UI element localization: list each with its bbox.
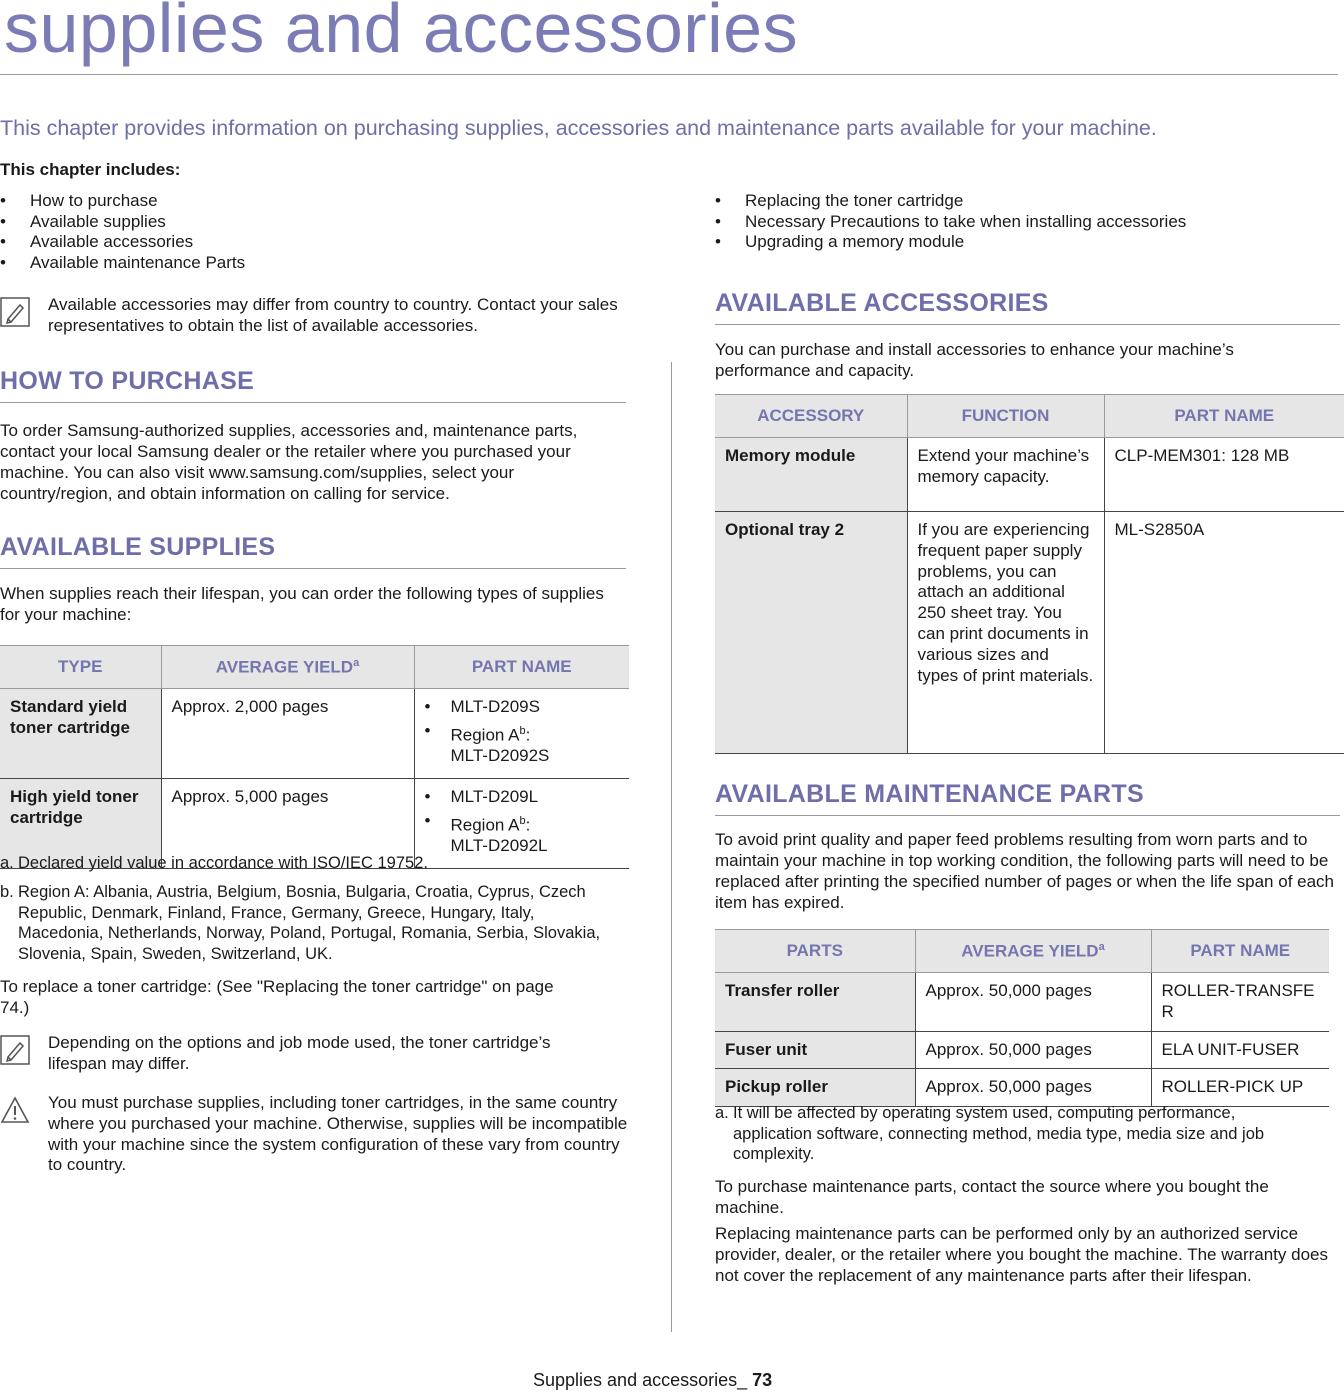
- cell-part-name: CLP-MEM301: 128 MB: [1104, 438, 1344, 512]
- toc-list-right: [715, 191, 1186, 253]
- column-header-part-name: PART NAME: [414, 646, 629, 689]
- section-heading-available-supplies: AVAILABLE SUPPLIES: [0, 532, 626, 569]
- page-number: 73: [752, 1370, 773, 1390]
- page-title: supplies and accessories: [4, 0, 799, 67]
- note-text: Available accessories may differ from country to country. Contact your sales representatives to obtain the list of available accessories.: [48, 295, 618, 335]
- cell-type: Standard yield toner cartridge: [0, 689, 161, 779]
- cell-part-name: ROLLER-PICK UP: [1151, 1069, 1329, 1107]
- replace-cartridge-text: To replace a toner cartridge: (See "Replacing the toner cartridge" on page 74.): [0, 977, 554, 1017]
- cell-yield: Approx. 2,000 pages: [161, 689, 414, 779]
- part-number: • MLT-D209L: [425, 787, 620, 808]
- available-maintenance-text: To avoid print quality and paper feed problems resulting from worn parts and to maintain your machine in top working condition, the following parts will need to be replaced after printing the specified number of pages or when the life span of each item has expired.: [715, 830, 1334, 912]
- cell-yield: Approx. 50,000 pages: [915, 1031, 1151, 1069]
- footnote: b. Region A: Albania, Austria, Belgium, Bosnia, Bulgaria, Croatia, Cyprus, Czech Republic, Denmark, Finland, France, Germany, Greece, Hungary, Italy, Macedonia, Netherlands, Norway, Poland, Portugal, Romania, Serbia, Slovakia, Slovenia, Spain, Sweden, Switzerland, UK.: [0, 883, 601, 963]
- section-heading-available-accessories: AVAILABLE ACCESSORIES: [715, 288, 1340, 325]
- table-row: [715, 512, 1344, 754]
- table-row: [715, 1031, 1329, 1069]
- pencil-note-icon: [0, 297, 30, 327]
- cell-parts: Pickup roller: [715, 1069, 915, 1107]
- toc-item[interactable]: • How to purchase: [0, 191, 245, 212]
- maintenance-purchase-text: To purchase maintenance parts, contact the source where you bought the machine.: [715, 1177, 1269, 1217]
- table-header-row: [0, 646, 629, 689]
- column-header-parts: PARTS: [715, 930, 915, 973]
- column-header-average-yield: AVERAGE YIELD$^a$: [915, 930, 1151, 973]
- column-header-function: FUNCTION: [907, 395, 1104, 438]
- toc-item[interactable]: • Available supplies: [0, 212, 245, 233]
- part-number: • MLT-D209S: [425, 697, 620, 718]
- title-divider: [0, 74, 1338, 75]
- column-header-accessory: ACCESSORY: [715, 395, 907, 438]
- note-accessories-vary: [0, 295, 630, 339]
- cell-part-name: ELA UNIT-FUSER: [1151, 1031, 1329, 1069]
- available-accessories-text: You can purchase and install accessories to enhance your machine’s performance and capacity.: [715, 340, 1234, 380]
- table-row: [0, 689, 629, 779]
- footnote: a. Declared yield value in accordance with ISO/IEC 19752.: [0, 854, 428, 872]
- section-heading-available-maintenance-parts: AVAILABLE MAINTENANCE PARTS: [715, 779, 1340, 816]
- cell-accessory: Memory module: [715, 438, 907, 512]
- cell-function: Extend your machine’s memory capacity.: [907, 438, 1104, 512]
- toc-list-left: [0, 191, 245, 274]
- toc-item[interactable]: • Replacing the toner cartridge: [715, 191, 1186, 212]
- page-footer: [533, 1370, 772, 1391]
- toc-item[interactable]: • Necessary Precautions to take when installing accessories: [715, 212, 1186, 233]
- cell-yield: Approx. 50,000 pages: [915, 973, 1151, 1032]
- accessories-table: [715, 394, 1344, 754]
- warning-triangle-icon: [0, 1095, 30, 1125]
- section-heading-how-to-purchase: HOW TO PURCHASE: [0, 366, 626, 403]
- cell-parts: Fuser unit: [715, 1031, 915, 1069]
- note-lifespan: [0, 1033, 630, 1077]
- pencil-note-icon: [0, 1035, 30, 1065]
- cell-part-name: [414, 689, 629, 779]
- maintenance-table: [715, 929, 1329, 1107]
- cell-yield: Approx. 50,000 pages: [915, 1069, 1151, 1107]
- column-header-part-name: PART NAME: [1151, 930, 1329, 973]
- supplies-table: [0, 645, 629, 869]
- caution-text: You must purchase supplies, including toner cartridges, in the same country where you purchased your machine. Otherwise, supplies will be incompatible with your machine since the system configuration of these vary from country to country.: [48, 1093, 628, 1175]
- includes-heading: This chapter includes:: [0, 160, 181, 179]
- cell-type: High yield toner cartridge: [0, 779, 161, 869]
- how-to-purchase-text: To order Samsung-authorized supplies, accessories and, maintenance parts, contact your local Samsung dealer or the retailer where you purchased your machine. You can also visit www.samsung.com/supplies, select your country/region, and obtain information on calling for service.: [0, 421, 578, 503]
- chapter-intro: This chapter provides information on purchasing supplies, accessories and maintenance parts available for your machine.: [0, 116, 1157, 140]
- column-header-type: TYPE: [0, 646, 161, 689]
- toc-item[interactable]: • Upgrading a memory module: [715, 232, 1186, 253]
- maintenance-replace-text: Replacing maintenance parts can be performed only by an authorized service provider, dealer, or the retailer where you bought the machine. The warranty does not cover the replacement of any maintenance parts after their lifespan.: [715, 1224, 1328, 1285]
- column-header-average-yield: AVERAGE YIELD$^a$: [161, 646, 414, 689]
- available-supplies-text: When supplies reach their lifespan, you can order the following types of supplies for your machine:: [0, 584, 604, 624]
- column-divider: [671, 362, 672, 1332]
- cell-part-name: ROLLER-TRANSFER: [1151, 973, 1329, 1032]
- footnote: a. It will be affected by operating system used, computing performance, application software, connecting method, media type, media size and job complexity.: [715, 1104, 1265, 1163]
- cell-parts: Transfer roller: [715, 973, 915, 1032]
- cell-part-name: ML-S2850A: [1104, 512, 1344, 754]
- part-number-region: • Region $A^b$: MLT-D2092S: [425, 721, 620, 767]
- note-text: Depending on the options and job mode used, the toner cartridge’s lifespan may differ.: [48, 1033, 551, 1073]
- footer-label: Supplies and accessories_: [533, 1370, 748, 1390]
- part-number-region: • Region $A^b$: MLT-D2092L: [425, 811, 620, 857]
- cell-accessory: Optional tray 2: [715, 512, 907, 754]
- table-row: [715, 973, 1329, 1032]
- cell-function: If you are experiencing frequent paper supply problems, you can attach an additional 250 sheet tray. You can print documents in various sizes and types of print materials.: [907, 512, 1104, 754]
- table-header-row: [715, 930, 1329, 973]
- toc-item[interactable]: • Available maintenance Parts: [0, 253, 245, 274]
- cell-yield: Approx. 5,000 pages: [161, 779, 414, 869]
- toc-item[interactable]: • Available accessories: [0, 232, 245, 253]
- column-header-part-name: PART NAME: [1104, 395, 1344, 438]
- table-header-row: [715, 395, 1344, 438]
- table-row: [715, 1069, 1329, 1107]
- caution-note: [0, 1093, 630, 1179]
- table-row: [715, 438, 1344, 512]
